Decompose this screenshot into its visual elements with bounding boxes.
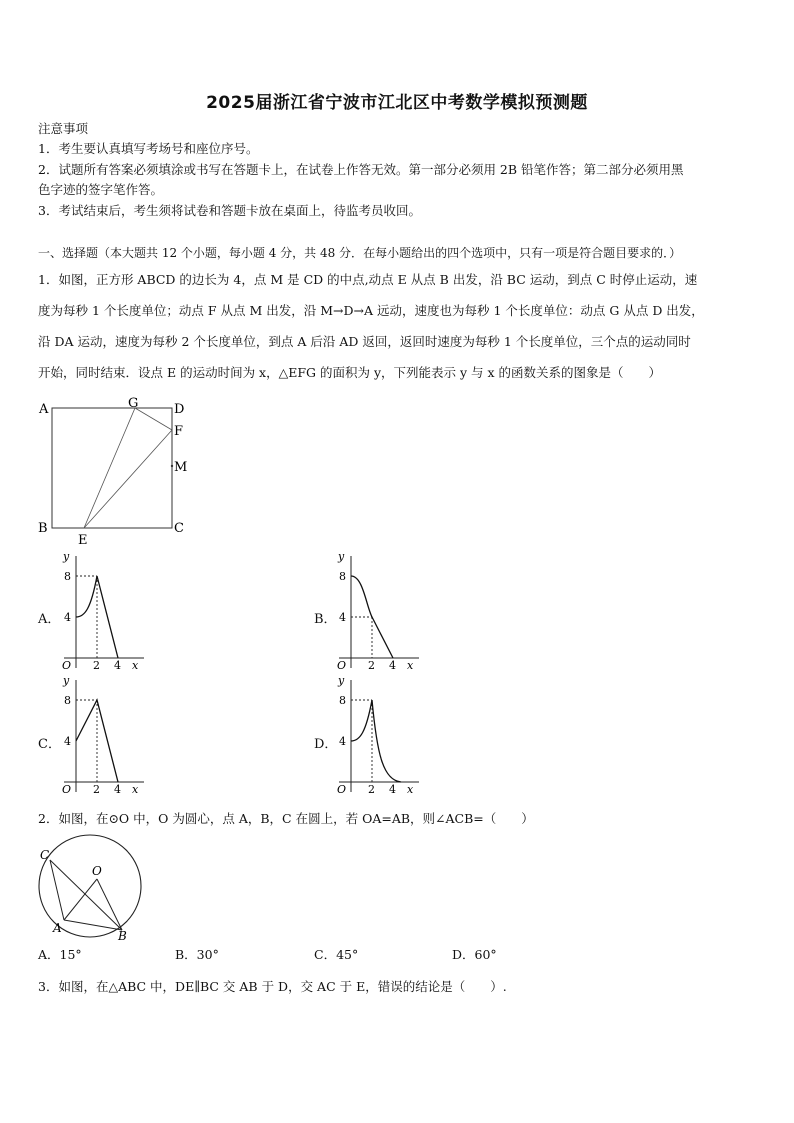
label-M: M (174, 460, 188, 475)
label-A: A (39, 402, 49, 417)
q2-option-d: D．60° (452, 947, 497, 962)
q1-option-a-label: A． (38, 612, 61, 627)
tick-x2: 2 (368, 783, 375, 796)
q1-square-figure (34, 396, 194, 546)
tick-8: 8 (339, 694, 346, 707)
tick-4: 4 (64, 735, 71, 748)
q2-circle-figure (34, 832, 154, 944)
q1-option-d-label: D． (314, 737, 338, 752)
axis-origin: O (337, 783, 347, 796)
q1-line-2: 度为每秒 1 个长度单位；动点 F 从点 M 出发，沿 M→D→A 远动，速度也为每秒 1 个长度单位：动点 G 从点 D 出发， (38, 303, 704, 318)
tick-x4: 4 (389, 783, 396, 796)
label-E: E (78, 533, 88, 546)
notice-heading: 注意事项 (38, 121, 89, 136)
tick-8: 8 (64, 694, 71, 707)
q1-option-b-label: B． (314, 612, 337, 627)
axis-origin: O (62, 659, 72, 672)
page-title: 2025届浙江省宁波市江北区中考数学模拟预测题 (206, 93, 588, 113)
q1-line-4: 开始，同时结束．设点 E 的运动时间为 x，△EFG 的面积为 y，下列能表示 y 与 x 的函数关系的图象是（ ） (38, 365, 662, 380)
tick-x2: 2 (93, 783, 100, 796)
label-G: G (128, 396, 139, 411)
q2-option-c: C．45° (314, 947, 359, 962)
q1-option-c-label: C． (38, 737, 61, 752)
q1-graph-d (333, 674, 423, 799)
circle-label-A: A (53, 921, 62, 935)
tick-x4: 4 (114, 659, 121, 672)
section-heading: 一、选择题（本大题共 12 个小题，每小题 4 分，共 48 分．在每小题给出的四个选项中，只有一项是符合题目要求的．） (38, 246, 682, 260)
tick-x2: 2 (368, 659, 375, 672)
notice-item-2-cont: 色字迹的签字笔作答。 (38, 182, 164, 197)
axis-origin: O (62, 783, 72, 796)
axis-y: y (63, 674, 70, 687)
tick-x2: 2 (93, 659, 100, 672)
axis-x: x (132, 783, 139, 796)
axis-origin: O (337, 659, 347, 672)
q1-line-1: 1．如图，正方形 ABCD 的边长为 4，点 M 是 CD 的中点,动点 E 从点 B 出发，沿 BC 运动，到点 C 时停止运动，速 (38, 272, 698, 287)
axis-x: x (407, 659, 414, 672)
axis-x: x (407, 783, 414, 796)
tick-4: 4 (64, 611, 71, 624)
tick-x4: 4 (389, 659, 396, 672)
tick-8: 8 (339, 570, 346, 583)
notice-item-2: 2．试题所有答案必须填涂或书写在答题卡上，在试卷上作答无效。第一部分必须用 2B 铅笔作答；第二部分必须用黑 (38, 162, 684, 177)
q1-graph-a (58, 550, 148, 675)
axis-x: x (132, 659, 139, 672)
q1-graph-b (333, 550, 423, 675)
tick-4: 4 (339, 611, 346, 624)
label-B: B (38, 521, 48, 536)
label-D: D (174, 402, 185, 417)
circle-label-O: O (92, 864, 102, 878)
tick-8: 8 (64, 570, 71, 583)
q2-text: 2．如图，在⊙O 中，O 为圆心，点 A，B，C 在圆上，若 OA=AB，则∠ACB=（ ） (38, 811, 534, 826)
circle-label-C: C (40, 848, 50, 862)
q1-line-3: 沿 DA 运动，速度为每秒 2 个长度单位，到点 A 后沿 AD 返回，返回时速度为每秒 1 个长度单位，三个点的运动同时 (38, 334, 691, 349)
notice-item-3: 3．考试结束后，考生须将试卷和答题卡放在桌面上，待监考员收回。 (38, 203, 421, 218)
axis-y: y (338, 550, 345, 563)
axis-y: y (63, 550, 70, 563)
label-F: F (174, 424, 184, 439)
notice-item-1: 1．考生要认真填写考场号和座位序号。 (38, 141, 259, 156)
tick-x4: 4 (114, 783, 121, 796)
label-C: C (174, 521, 184, 536)
q3-text: 3．如图，在△ABC 中，DE∥BC 交 AB 于 D，交 AC 于 E，错误的结论是（ ）. (38, 979, 507, 994)
q1-graph-c (58, 674, 148, 799)
q2-option-b: B．30° (175, 947, 219, 962)
q2-option-a: A．15° (38, 947, 82, 962)
axis-y: y (338, 674, 345, 687)
circle-label-B: B (118, 929, 127, 943)
tick-4: 4 (339, 735, 346, 748)
